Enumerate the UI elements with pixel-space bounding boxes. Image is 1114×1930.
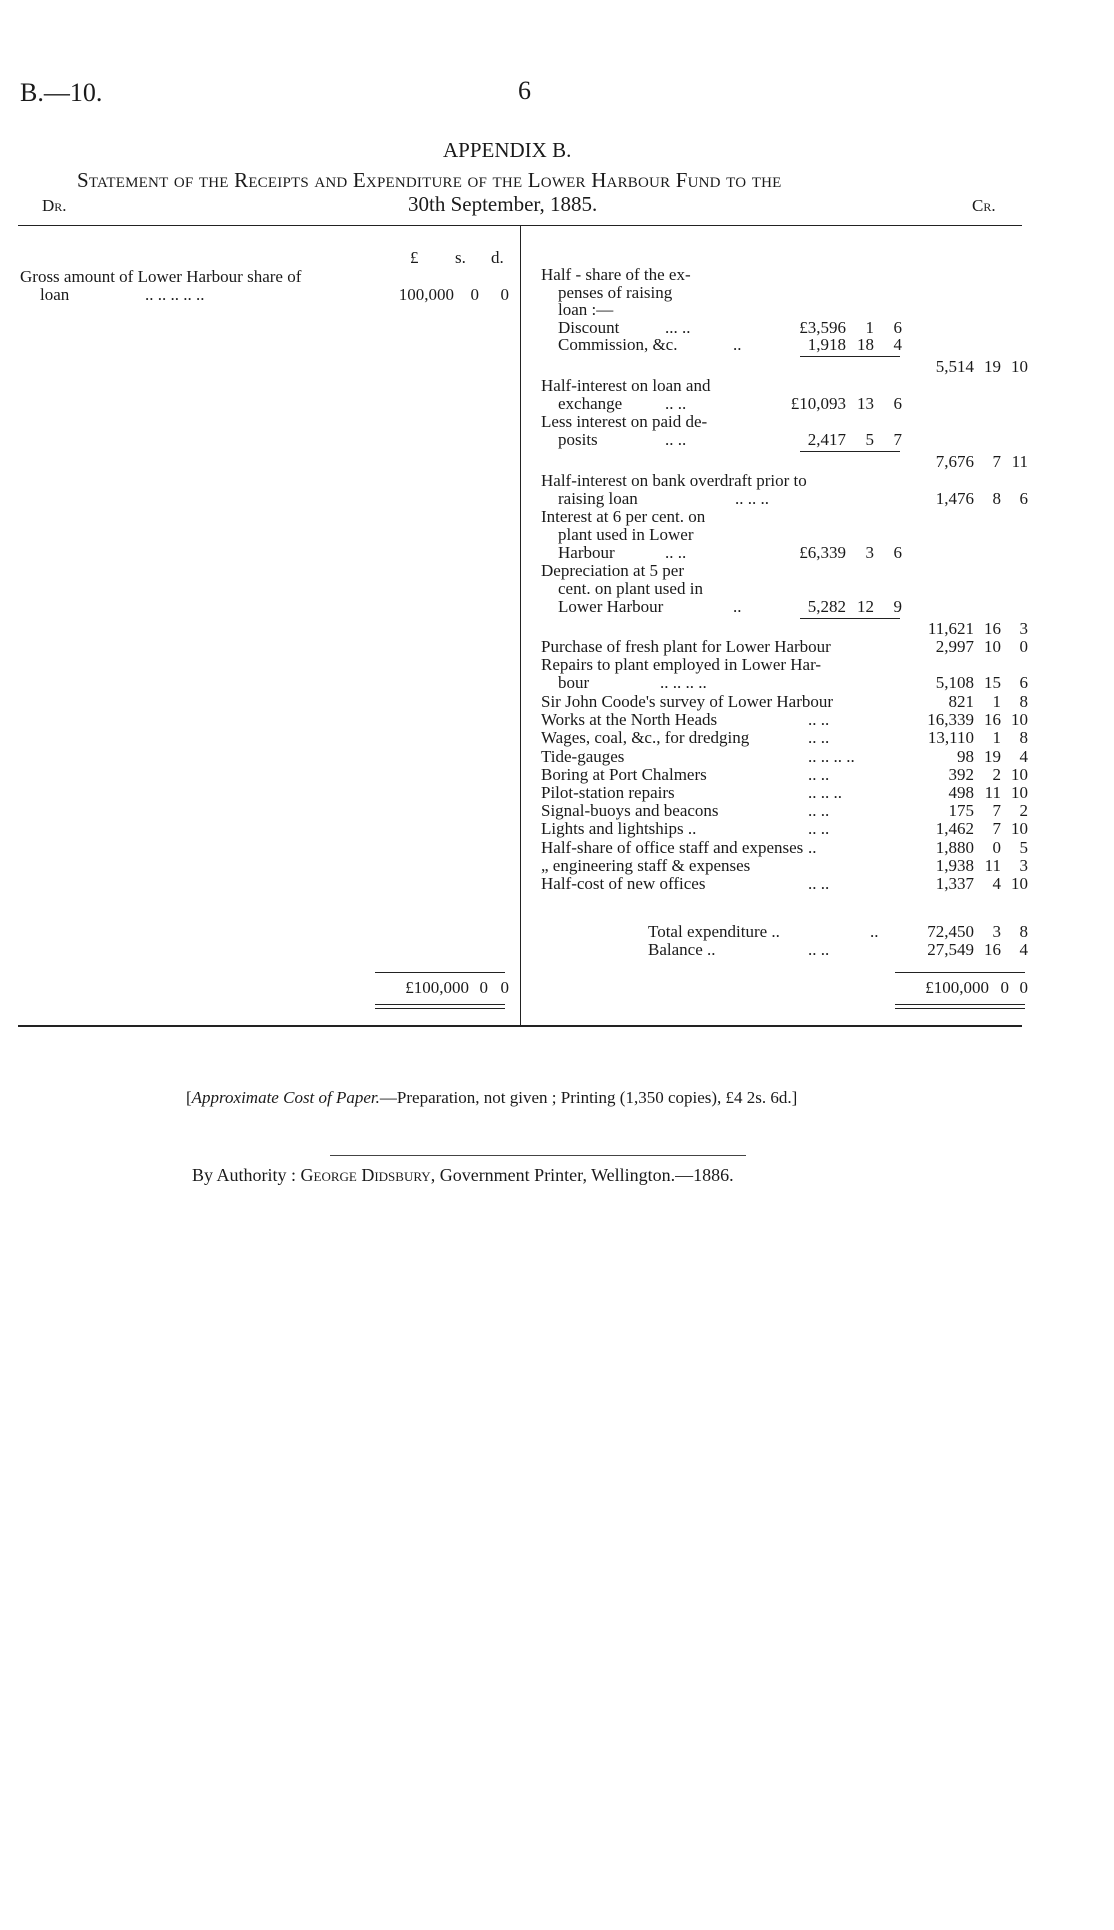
overdraft-pounds: 1,476 [935, 489, 974, 508]
debit-label: Dr. [42, 196, 67, 215]
repairs-pounds: 5,108 [935, 673, 974, 692]
expenditure-item-pence: 10 [1011, 874, 1028, 893]
overdraft-label-line2: raising loan [558, 489, 638, 508]
plant-label-line2: plant used in Lower [558, 525, 694, 544]
expenditure-item-pence: 8 [1019, 728, 1028, 747]
plant-interest-shillings: 3 [865, 543, 874, 562]
interest-label-line1: Half-interest on loan and [541, 376, 711, 395]
expenditure-item-label: Works at the North Heads [541, 710, 718, 729]
expenditure-item-label: Sir John Coode's survey of Lower Harbour [541, 692, 834, 711]
expenditure-item-pounds: 1,938 [935, 856, 974, 875]
expenditure-item-pounds: 1,337 [935, 874, 974, 893]
balance-leader-dots: .. .. [808, 940, 830, 959]
plant-label-line3: Harbour [558, 543, 615, 562]
grand-total-double-rule-1 [895, 1004, 1025, 1005]
expenditure-item-shillings: 7 [992, 819, 1001, 838]
pence-column-header: d. [491, 248, 504, 267]
receipt-item-shillings: 0 [470, 285, 479, 304]
expenditure-item-pounds: 16,339 [927, 710, 974, 729]
interest-subtotal-pence: 11 [1011, 452, 1028, 471]
printer-authority-line [192, 1165, 734, 1186]
receipts-total-shillings: 0 [479, 978, 488, 997]
expenditure-item-leader-dots: .. .. [808, 765, 830, 784]
repairs-label-line1: Repairs to plant employed in Lower Har- [541, 655, 822, 674]
printer-name: George Didsbury [300, 1165, 431, 1185]
overdraft-leader-dots: .. .. .. [735, 489, 769, 508]
expenditure-item-label: Tide-gauges [541, 747, 625, 766]
plant-subtotal-rule [800, 618, 900, 619]
depreciation-shillings: 12 [857, 597, 874, 616]
grand-total-pence: 0 [1019, 978, 1028, 997]
expenditure-item-label: Lights and lightships .. [541, 819, 697, 838]
receipt-item-pounds: 100,000 [398, 285, 454, 304]
repairs-pence: 6 [1019, 673, 1028, 692]
commission-pounds: 1,918 [807, 335, 846, 354]
raising-subtotal-rule [800, 356, 900, 357]
receipts-total-double-rule-2 [375, 1008, 505, 1009]
expenditure-item-pence: 10 [1011, 710, 1028, 729]
balance-pounds: 27,549 [927, 940, 974, 959]
expenditure-item-pounds: 13,110 [927, 728, 974, 747]
interest-subtotal-shillings: 7 [992, 452, 1001, 471]
column-divider [520, 226, 521, 1026]
expenditure-item-pounds: 498 [948, 783, 974, 802]
expenditure-item-shillings: 1 [992, 692, 1001, 711]
expenditure-item-leader-dots: .. .. [808, 728, 830, 747]
interest-line2-leader-dots: .. .. [665, 394, 687, 413]
plant-label-line5: cent. on plant used in [558, 579, 703, 598]
overdraft-shillings: 8 [992, 489, 1001, 508]
plant-subtotal-pounds: 11,621 [927, 619, 974, 638]
receipts-total-pence: 0 [500, 978, 509, 997]
balance-label: Balance .. [648, 940, 716, 959]
interest-label-line4: posits [558, 430, 598, 449]
repairs-leader-dots: .. .. .. .. [660, 673, 707, 692]
interest-pounds: £10,093 [790, 394, 846, 413]
expenditure-item-pence: 10 [1011, 783, 1028, 802]
expenditure-item-leader-dots: .. .. .. [808, 783, 842, 802]
discount-label: Discount [558, 318, 620, 337]
total-expenditure-shillings: 3 [992, 922, 1001, 941]
expenditure-item-pence: 4 [1019, 747, 1028, 766]
expenditure-item-pounds: 1,462 [935, 819, 974, 838]
expenditure-item-leader-dots: .. .. [808, 710, 830, 729]
interest-label-line2: exchange [558, 394, 623, 413]
receipt-item-label-line2: loan [40, 285, 70, 304]
expenditure-item-shillings: 19 [984, 747, 1001, 766]
printing-cost-note [186, 1088, 797, 1108]
expenditure-item-leader-dots: .. .. [808, 801, 830, 820]
raising-label-line3: loan :— [558, 300, 614, 319]
expenditure-item-label: Boring at Port Chalmers [541, 765, 707, 784]
expenditure-item-label: Wages, coal, &c., for dredging [541, 728, 750, 747]
expenditure-item-leader-dots: .. .. .. .. [808, 747, 855, 766]
document-reference: B.—10. [20, 78, 103, 107]
repairs-label-line2: bour [558, 673, 590, 692]
grand-total-double-rule-2 [895, 1008, 1025, 1009]
interest-shillings: 13 [857, 394, 874, 413]
table-bottom-rule [18, 1025, 1022, 1027]
expenditure-item-shillings: 2 [992, 765, 1001, 784]
fresh-plant-shillings: 10 [984, 637, 1001, 656]
discount-pence: 6 [893, 318, 902, 337]
plant-subtotal-pence: 3 [1019, 619, 1028, 638]
commission-label: Commission, &c. [558, 335, 678, 354]
expenditure-item-shillings: 11 [984, 783, 1001, 802]
grand-total-shillings: 0 [1000, 978, 1009, 997]
expenditure-item-leader-dots: .. .. [808, 819, 830, 838]
expenditure-item-pounds: 98 [957, 747, 974, 766]
expenditure-item-pence: 8 [1019, 692, 1028, 711]
receipts-total-rule-top [375, 972, 505, 973]
printing-cost-open-bracket: [ [186, 1088, 192, 1107]
plant-interest-pence: 6 [893, 543, 902, 562]
deposit-interest-shillings: 5 [865, 430, 874, 449]
authority-prefix: By Authority : [192, 1165, 301, 1185]
fresh-plant-pounds: 2,997 [935, 637, 974, 656]
raising-label-line2: penses of raising [558, 283, 673, 302]
expenditure-item-pounds: 1,880 [935, 838, 974, 857]
expenditure-item-pence: 2 [1019, 801, 1028, 820]
plant-line6-leader-dots: .. [733, 597, 742, 616]
expenditure-item-pounds: 392 [948, 765, 974, 784]
total-expenditure-leader-dots: .. [870, 922, 879, 941]
balance-shillings: 16 [984, 940, 1001, 959]
interest-subtotal-rule [800, 451, 900, 452]
expenditure-item-shillings: 7 [992, 801, 1001, 820]
expenditure-item-leader-dots: .. .. [808, 874, 830, 893]
interest-subtotal-pounds: 7,676 [935, 452, 974, 471]
statement-title-line1: Statement of the Receipts and Expenditure of the Lower Harbour Fund to the [77, 168, 782, 192]
interest-label-line3: Less interest on paid de- [541, 412, 708, 431]
expenditure-item-pence: 10 [1011, 765, 1028, 784]
receipts-total-double-rule-1 [375, 1004, 505, 1005]
commission-leader-dots: .. [733, 335, 742, 354]
commission-pence: 4 [893, 335, 902, 354]
overdraft-pence: 6 [1019, 489, 1028, 508]
commission-shillings: 18 [857, 335, 874, 354]
expenditure-item-shillings: 4 [992, 874, 1001, 893]
expenditure-item-shillings: 1 [992, 728, 1001, 747]
raising-subtotal-shillings: 19 [984, 357, 1001, 376]
discount-pounds: £3,596 [799, 318, 846, 337]
raising-subtotal-pence: 10 [1011, 357, 1028, 376]
expenditure-item-label: Half-cost of new offices [541, 874, 706, 893]
shilling-column-header: s. [455, 248, 466, 267]
depreciation-pounds: 5,282 [807, 597, 846, 616]
raising-label-line1: Half - share of the ex- [541, 265, 691, 284]
plant-label-line1: Interest at 6 per cent. on [541, 507, 706, 526]
statement-title-line2: 30th September, 1885. [408, 192, 598, 216]
expenditure-item-leader-dots: .. [808, 838, 817, 857]
plant-line3-leader-dots: .. .. [665, 543, 687, 562]
expenditure-item-pence: 10 [1011, 819, 1028, 838]
receipt-item-pence: 0 [500, 285, 509, 304]
plant-label-line4: Depreciation at 5 per [541, 561, 685, 580]
authority-suffix: , Government Printer, Wellington.—1886. [430, 1165, 734, 1185]
total-expenditure-pence: 8 [1019, 922, 1028, 941]
expenditure-item-label: Pilot-station repairs [541, 783, 675, 802]
expenditure-grand-total-rule-top [895, 972, 1025, 973]
expenditure-item-shillings: 0 [992, 838, 1001, 857]
page-number: 6 [518, 76, 531, 105]
appendix-heading: APPENDIX B. [443, 138, 572, 162]
depreciation-pence: 9 [893, 597, 902, 616]
raising-subtotal-pounds: 5,514 [935, 357, 974, 376]
receipt-item-leader-dots: .. .. .. .. .. [145, 285, 205, 304]
fresh-plant-label: Purchase of fresh plant for Lower Harbour [541, 637, 831, 656]
expenditure-item-pounds: 821 [948, 692, 974, 711]
plant-interest-pounds: £6,339 [799, 543, 846, 562]
credit-label: Cr. [972, 196, 996, 215]
repairs-shillings: 15 [984, 673, 1001, 692]
total-expenditure-pounds: 72,450 [927, 922, 974, 941]
deposit-interest-pence: 7 [893, 430, 902, 449]
overdraft-label-line1: Half-interest on bank overdraft prior to [541, 471, 807, 490]
fresh-plant-pence: 0 [1019, 637, 1028, 656]
printing-cost-label: Approximate Cost of Paper. [191, 1088, 380, 1107]
interest-line4-leader-dots: .. .. [665, 430, 687, 449]
interest-pence: 6 [893, 394, 902, 413]
discount-shillings: 1 [865, 318, 874, 337]
expenditure-item-label: „ engineering staff & expenses [541, 856, 751, 875]
receipt-item-label-line1: Gross amount of Lower Harbour share of [20, 267, 302, 286]
balance-pence: 4 [1019, 940, 1028, 959]
footer-rule [330, 1155, 746, 1156]
plant-label-line6: Lower Harbour [558, 597, 664, 616]
deposit-interest-pounds: 2,417 [807, 430, 846, 449]
expenditure-item-pence: 3 [1019, 856, 1028, 875]
expenditure-item-shillings: 16 [984, 710, 1001, 729]
receipts-total-pounds: £100,000 [405, 978, 469, 997]
pound-column-header: £ [410, 248, 419, 267]
expenditure-item-pence: 5 [1019, 838, 1028, 857]
plant-subtotal-shillings: 16 [984, 619, 1001, 638]
grand-total-pounds: £100,000 [925, 978, 989, 997]
printing-cost-text: —Preparation, not given ; Printing (1,350 copies), £4 2s. 6d.] [379, 1088, 798, 1107]
total-expenditure-label: Total expenditure .. [648, 922, 780, 941]
expenditure-item-pounds: 175 [948, 801, 974, 820]
discount-leader-dots: ... .. [665, 318, 691, 337]
expenditure-item-shillings: 11 [984, 856, 1001, 875]
expenditure-item-label: Signal-buoys and beacons [541, 801, 719, 820]
expenditure-item-label: Half-share of office staff and expenses [541, 838, 804, 857]
